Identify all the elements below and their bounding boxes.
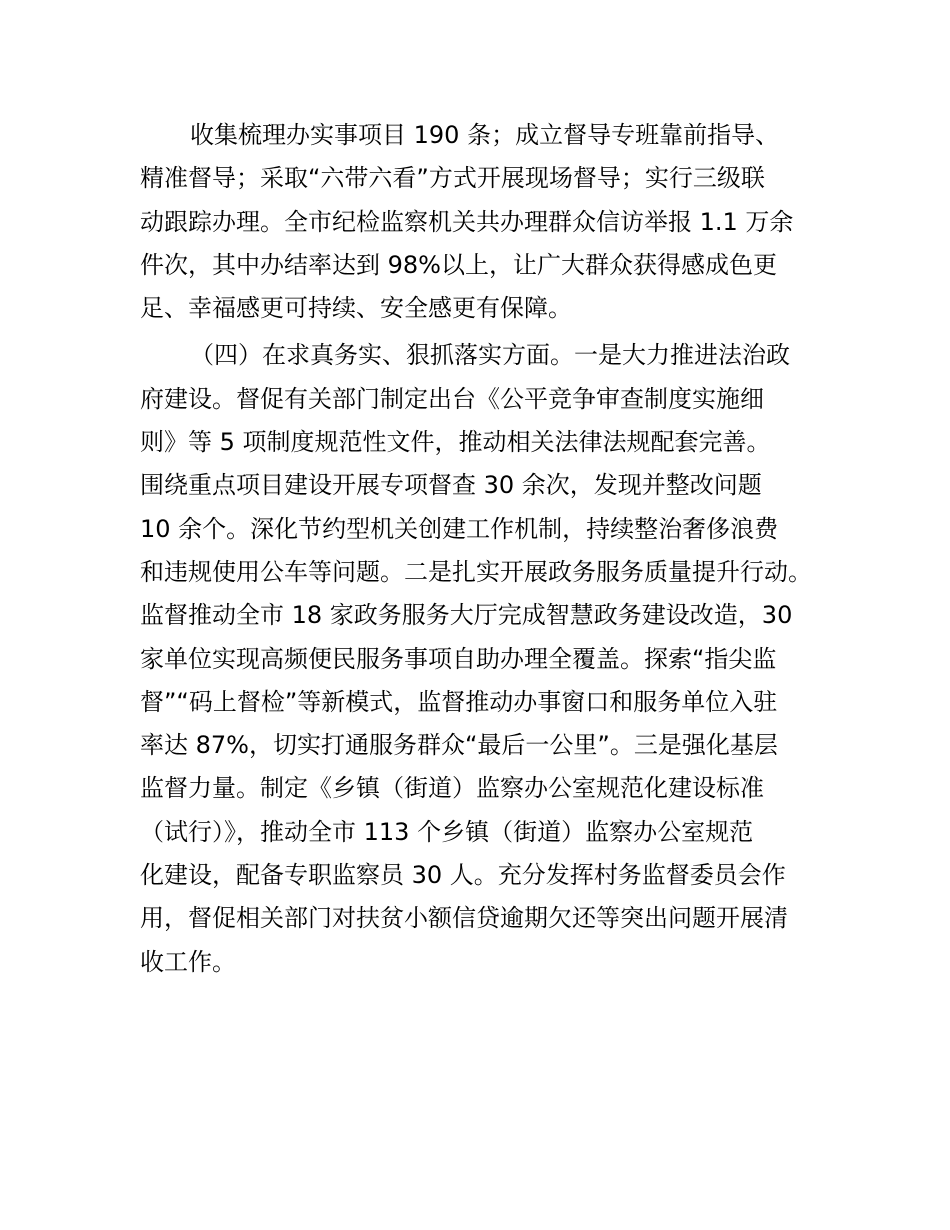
text-line: 和违规使用公车等问题。二是扎实开展政务服务质量提升行动。 bbox=[140, 557, 812, 586]
text-line: （试行）》，推动全市 113 个乡镇（街道）监察办公室规范 bbox=[140, 817, 754, 846]
text-line: 收集梳理办实事项目 190 条；成立督导专班靠前指导、 bbox=[190, 121, 780, 149]
text-line: 家单位实现高频便民服务事项自助办理全覆盖。探索“指尖监 bbox=[140, 644, 777, 673]
text-line: 率达 87%，切实打通服务群众“最后一公里”。三是强化基层 bbox=[140, 731, 778, 760]
text-line: 收工作。 bbox=[140, 947, 236, 976]
text-line: 用，督促相关部门对扶贫小额信贷逾期欠还等突出问题开展清 bbox=[140, 904, 788, 933]
text-line: 足、幸福感更可持续、安全感更有保障。 bbox=[140, 294, 572, 323]
text-line: 监督推动全市 18 家政务服务大厅完成智慧政务建设改造，30 bbox=[140, 601, 793, 630]
text-line: 10 余个。深化节约型机关创建工作机制，持续整治奢侈浪费 bbox=[140, 514, 779, 543]
text-line: 精准督导；采取“六带六看”方式开展现场督导；实行三级联 bbox=[140, 164, 765, 193]
paragraph-1 bbox=[140, 114, 820, 330]
text-line: （四）在求真务实、狠抓落实方面。一是大力推进法治政 bbox=[190, 341, 790, 370]
document-body bbox=[140, 114, 820, 984]
paragraph-2 bbox=[140, 334, 820, 983]
text-line: 则》等 5 项制度规范性文件，推动相关法律法规配套完善。 bbox=[140, 428, 771, 457]
text-line: 府建设。督促有关部门制定出台《公平竞争审查制度实施细 bbox=[140, 384, 764, 413]
text-line: 围绕重点项目建设开展专项督查 30 余次，发现并整改问题 bbox=[140, 471, 762, 500]
text-line: 化建设，配备专职监察员 30 人。充分发挥村务监督委员会作 bbox=[140, 861, 786, 890]
text-line: 督”“码上督检”等新模式，监督推动办事窗口和服务单位入驻 bbox=[140, 687, 778, 716]
text-line: 件次，其中办结率达到 98%以上，让广大群众获得感成色更 bbox=[140, 250, 777, 279]
text-line: 监督力量。制定《乡镇（街道）监察办公室规范化建设标准 bbox=[140, 774, 764, 803]
text-line: 动跟踪办理。全市纪检监察机关共办理群众信访举报 1.1 万余 bbox=[140, 207, 794, 236]
